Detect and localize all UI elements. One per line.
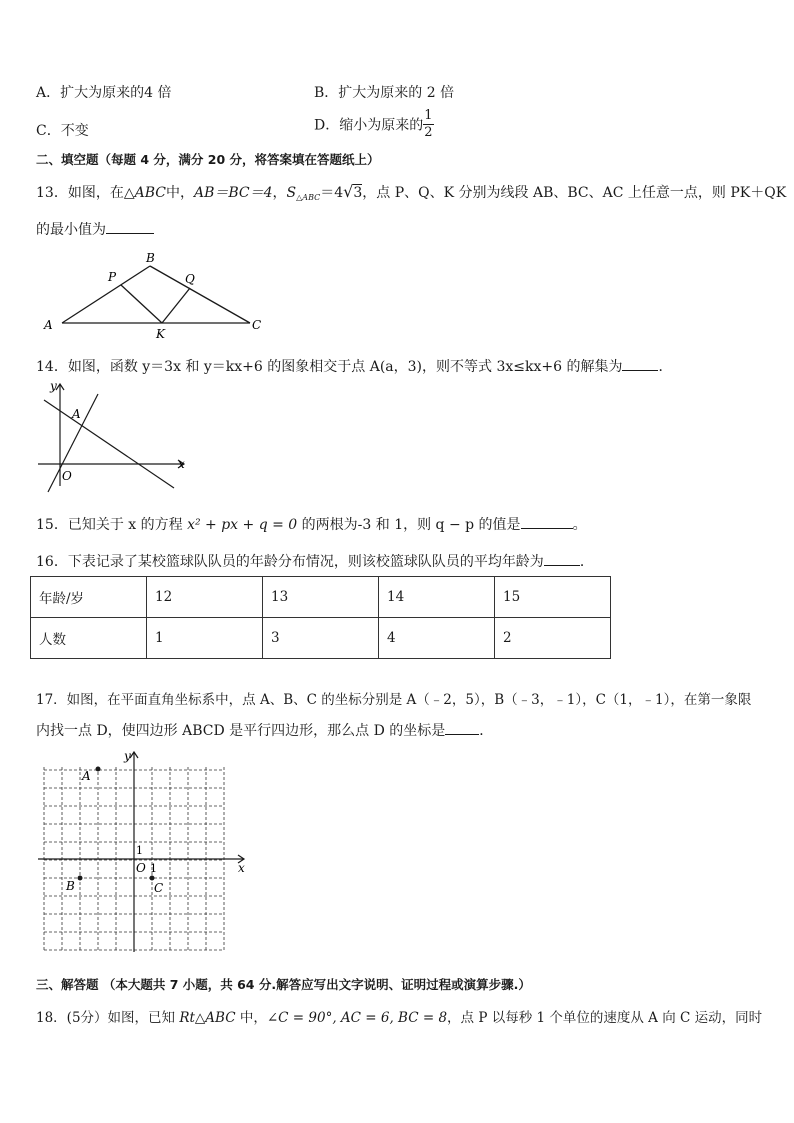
- point-a: [96, 767, 101, 772]
- table-cell: 4: [379, 618, 495, 659]
- option-c: C．不变: [36, 123, 89, 139]
- q13-sqrt-value: 3: [353, 185, 363, 201]
- table-cell: 2: [495, 618, 611, 659]
- label-c: C: [252, 318, 262, 332]
- q13-s: S: [286, 185, 297, 201]
- axis-label-y: y: [50, 379, 57, 393]
- question-18: [36, 1006, 762, 1026]
- label-q: Q: [185, 272, 195, 286]
- q13-triangle: △ABC: [123, 185, 166, 201]
- table-cell: 14: [379, 577, 495, 618]
- segment-qk: [162, 288, 190, 323]
- fraction-one-half: [423, 108, 433, 141]
- q18-prefix: 18．(5分）如图，已知: [36, 1010, 180, 1026]
- answer-blank[interactable]: [445, 722, 479, 735]
- question-14: [36, 356, 672, 376]
- axis-label-x: x: [178, 457, 185, 471]
- label-p: P: [108, 270, 117, 284]
- question-13: [36, 182, 786, 202]
- table-row: [31, 577, 611, 618]
- question-17-line2: [36, 720, 493, 740]
- segment-pk: [121, 285, 162, 323]
- q18-triangle: Rt△ABC: [179, 1010, 236, 1026]
- label-k: K: [156, 327, 165, 341]
- option-d: [314, 108, 434, 141]
- q16-text: 16．下表记录了某校篮球队队员的年龄分布情况，则该校篮球队队员的平均年龄为: [36, 554, 544, 570]
- q13-eq2: ＝4: [320, 185, 344, 201]
- q13-eq1: AB＝BC＝4: [193, 185, 273, 201]
- label-a: A: [82, 769, 91, 783]
- answer-blank[interactable]: [106, 221, 154, 234]
- q14-text: 14．如图，函数 y＝3x 和 y＝kx+6 的图象相交于点 A(a，3)，则不等式 3x≤kx+6 的解集为: [36, 359, 623, 375]
- table-cell: 人数: [31, 618, 147, 659]
- q17-line2-text: 内找一点 D，使四边形 ABCD 是平行四边形，那么点 D 的坐标是: [36, 723, 446, 739]
- q13-mid: 中，: [165, 185, 194, 201]
- answer-blank[interactable]: [521, 516, 573, 529]
- segment-ab: [62, 266, 150, 323]
- q18-mid: 中，: [235, 1010, 267, 1026]
- q14-end: ．: [658, 359, 673, 375]
- sqrt-symbol: √: [343, 182, 354, 201]
- q13-comma: ，: [272, 185, 287, 201]
- section-heading-fill-blank: 二、填空题（每题 4 分，满分 20 分，将答案填在答题纸上）: [36, 152, 380, 167]
- label-a: A: [44, 318, 53, 332]
- label-b: B: [66, 879, 75, 893]
- fraction-denominator: 2: [424, 125, 433, 140]
- label-origin: O: [136, 861, 146, 875]
- point-c: [150, 876, 155, 881]
- q18-condition: ∠C = 90°, AC = 6, BC = 8: [266, 1010, 448, 1026]
- question-17-line1: 17．如图，在平面直角坐标系中，点 A、B、C 的坐标分别是 A（﹣2，5），B（﹣3，﹣1），C（1，﹣1），在第一象限: [36, 692, 752, 708]
- q14-function-graph: [34, 376, 194, 496]
- tick-label-y-1: 1: [136, 844, 143, 857]
- q15-text2: 的两根为-3 和 1，则 q − p 的值是: [297, 517, 521, 533]
- segment-bc: [150, 266, 250, 323]
- q18-rest: ，点 P 以每秒 1 个单位的速度从 A 向 C 运动，同时: [447, 1010, 763, 1026]
- q15-text1: 15．已知关于 x 的方程: [36, 517, 188, 533]
- label-a: A: [72, 407, 81, 421]
- answer-blank[interactable]: [622, 358, 658, 371]
- q17-end: ．: [479, 723, 494, 739]
- table-cell: 1: [147, 618, 263, 659]
- q13-line2-text: 的最小值为: [36, 222, 106, 238]
- label-b: B: [146, 251, 155, 265]
- option-a: A．扩大为原来的4 倍: [36, 85, 172, 101]
- q13-rest: ，点 P、Q、K 分别为线段 AB、BC、AC 上任意一点，则 PK＋QK: [362, 185, 787, 201]
- axis-label-x: x: [238, 861, 245, 875]
- table-cell: 3: [263, 618, 379, 659]
- section-heading-solutions: 三、解答题 （本大题共 7 小题，共 64 分.解答应写出文字说明、证明过程或演算步骤.）: [36, 977, 531, 992]
- table-cell: 13: [263, 577, 379, 618]
- q15-equation: x² + px + q = 0: [187, 517, 298, 533]
- table-row: [31, 618, 611, 659]
- q16-end: ．: [579, 554, 594, 570]
- option-d-text: D．缩小为原来的: [314, 117, 424, 134]
- q17-coordinate-grid: [36, 748, 252, 954]
- q15-end: 。: [572, 517, 587, 533]
- table-cell: 12: [147, 577, 263, 618]
- tick-label-x-1: 1: [150, 862, 157, 875]
- age-distribution-table: [30, 576, 611, 659]
- axis-label-y: y: [124, 749, 131, 763]
- table-cell: 15: [495, 577, 611, 618]
- label-origin: O: [62, 469, 72, 483]
- fraction-numerator: 1: [424, 108, 433, 123]
- answer-blank[interactable]: [544, 553, 580, 566]
- option-b: B．扩大为原来的 2 倍: [314, 85, 455, 101]
- table-cell: 年龄/岁: [31, 577, 147, 618]
- q13-triangle-figure: [40, 248, 280, 344]
- point-b: [78, 876, 83, 881]
- q13-number: 13．如图，在: [36, 185, 124, 201]
- question-16: [36, 551, 594, 571]
- q13-s-sub: △ABC: [296, 193, 321, 202]
- label-c: C: [154, 881, 164, 895]
- question-13-line2: [36, 219, 154, 239]
- question-15: [36, 514, 587, 534]
